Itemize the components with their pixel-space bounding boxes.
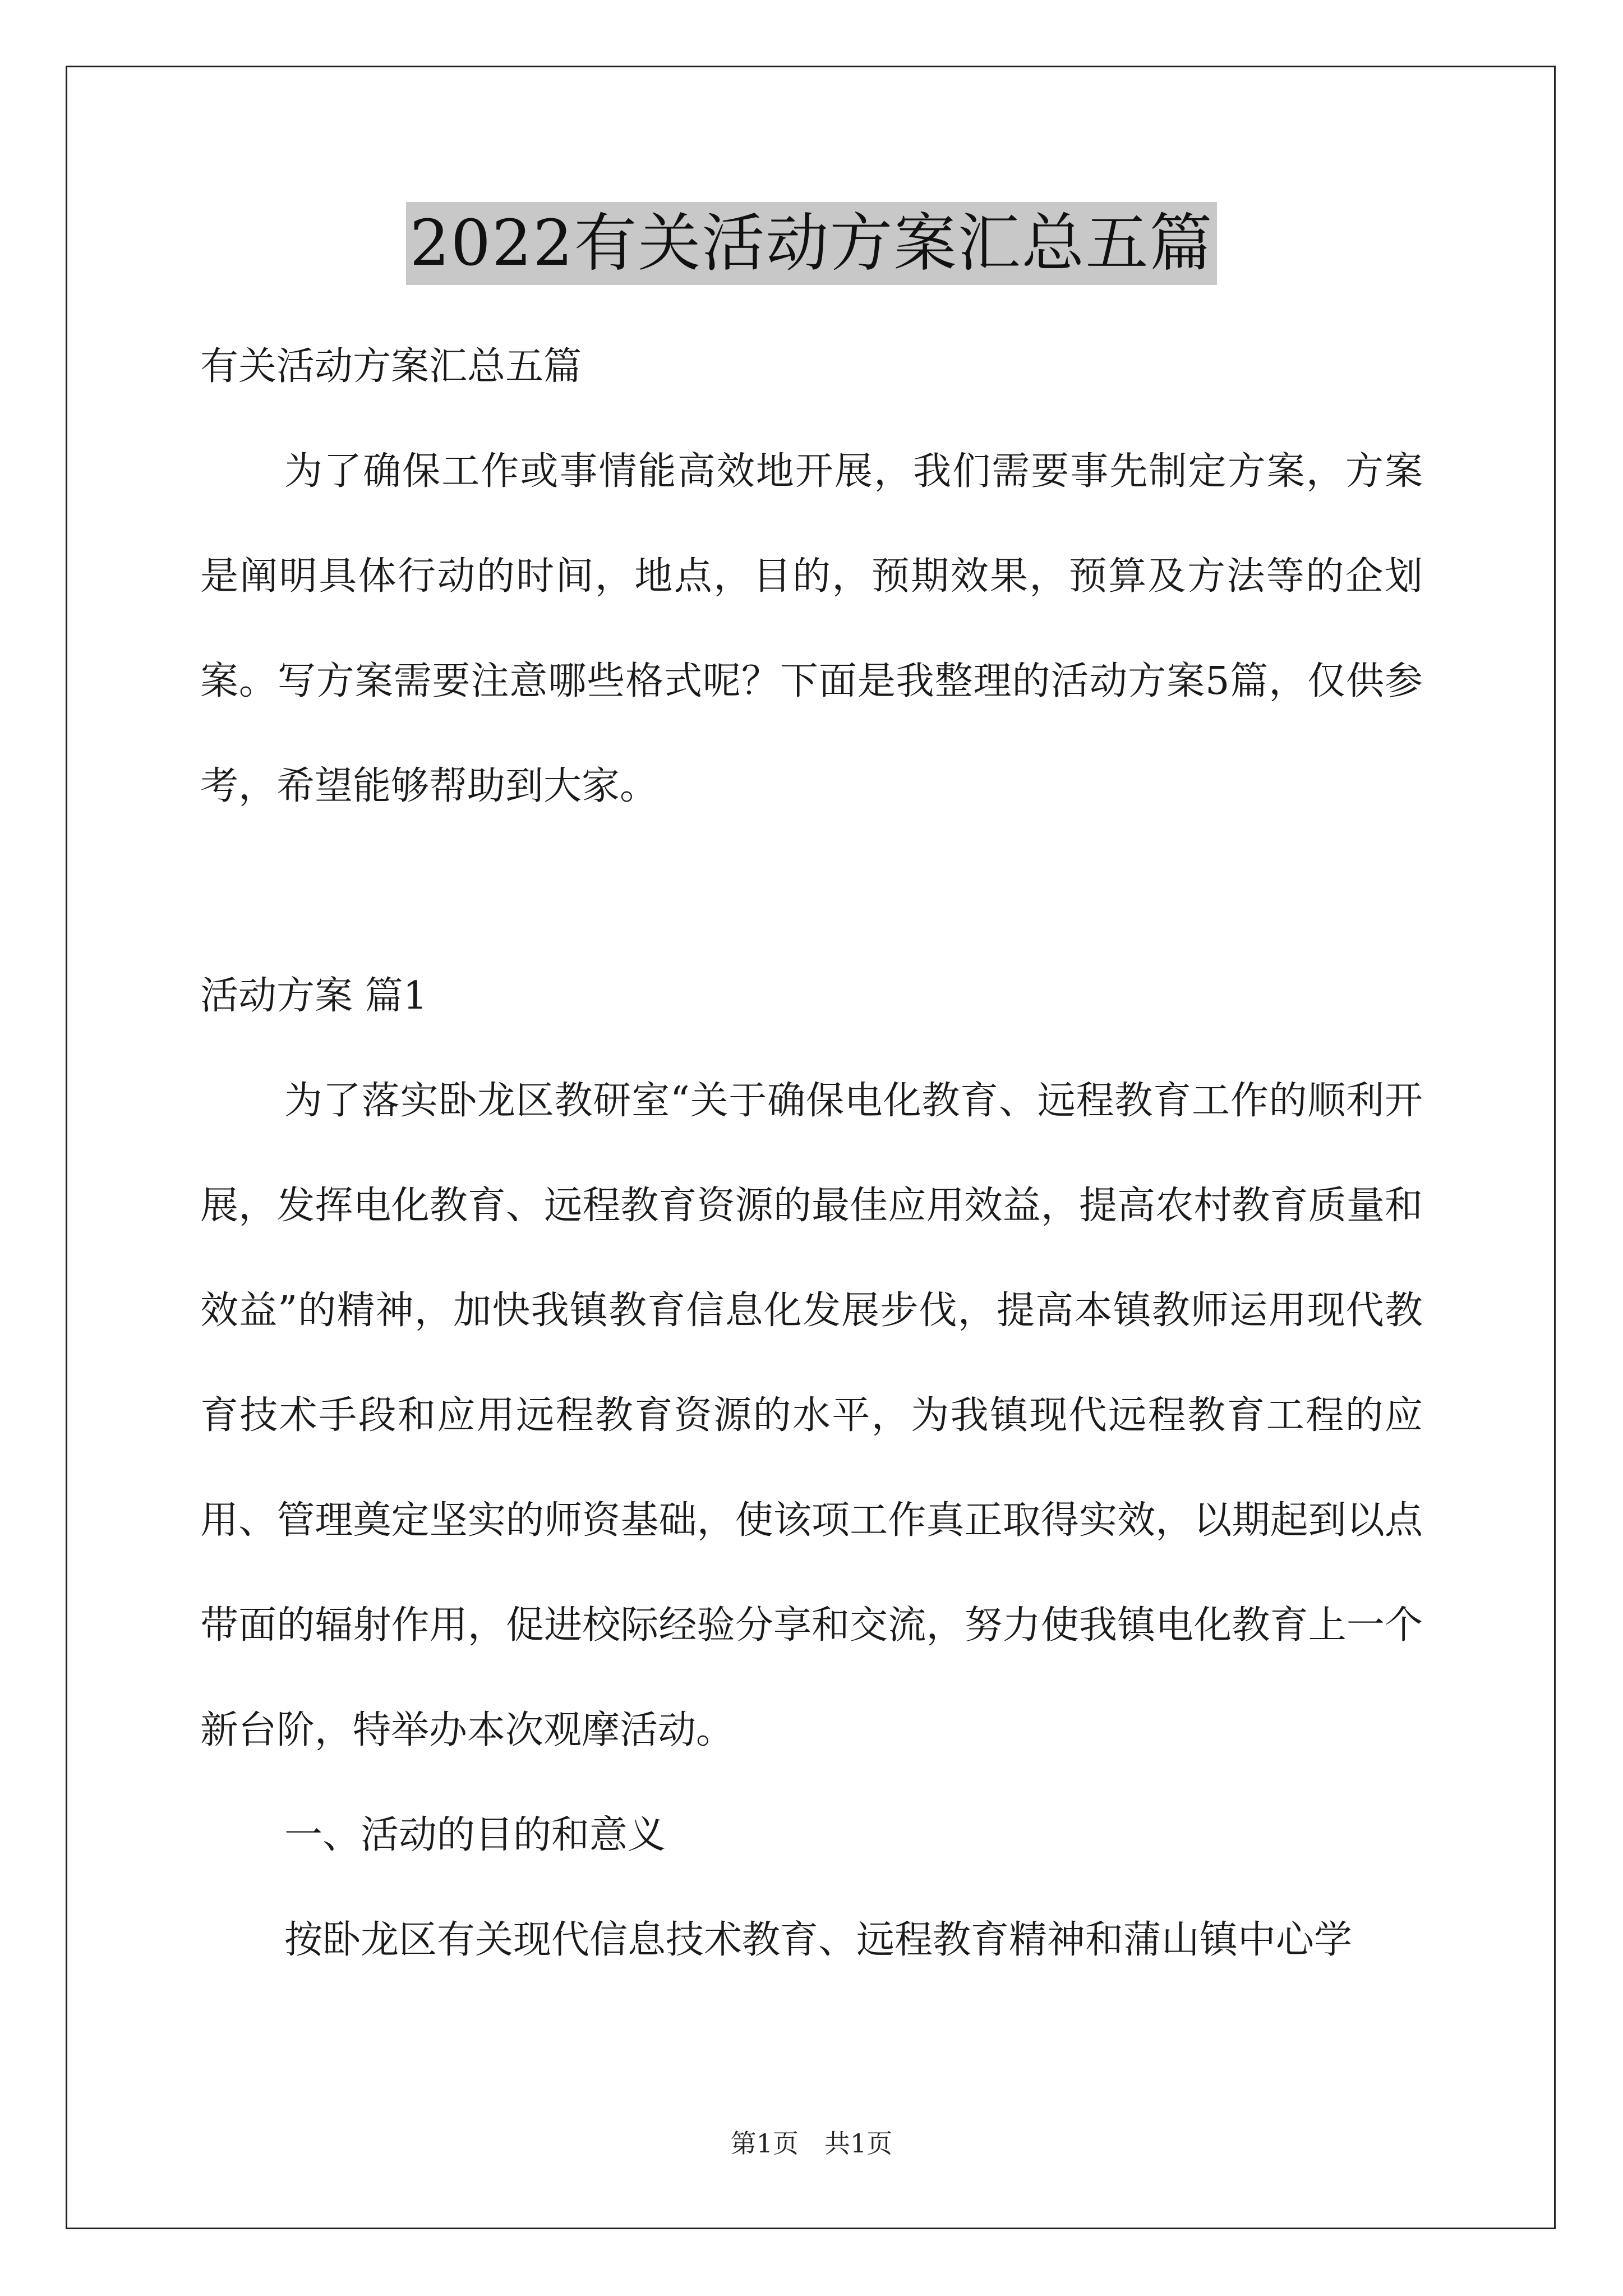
document-body <box>200 314 1423 1993</box>
document-subtitle: 有关活动方案汇总五篇 <box>200 344 582 389</box>
section-paragraph: 为了落实卧龙区教研室“关于确保电化教育、远程教育工作的顺利开展，发挥电化教育、远程教育资源的最佳应用效益，提高农村教育质量和效益”的精神，加快我镇教育信息化发展步伐，提高本镇教师运用现代教育技术手段和应用远程教育资源的水平，为我镇现代远程教育工程的应用、管理奠定坚实的师资基础，使该项工作真正取得实效，以期起到以点带面的辐射作用，促进校际经验分享和交流，努力使我镇电化教育上一个新台阶，特举办本次观摩活动。 <box>200 1079 1423 1752</box>
page-number: 第1页 共1页 <box>730 2128 893 2159</box>
document-title: 2022有关活动方案汇总五篇 <box>406 202 1216 285</box>
item-paragraph: 按卧龙区有关现代信息技术教育、远程教育精神和蒲山镇中心学 <box>284 1918 1353 1962</box>
intro-paragraph: 为了确保工作或事情能高效地开展，我们需要事先制定方案，方案是阐明具体行动的时间，地点，目的，预期效果，预算及方法等的企划案。写方案需要注意哪些格式呢？下面是我整理的活动方案5篇，仅供参考，希望能够帮助到大家。 <box>200 449 1423 808</box>
section-heading: 活动方案 篇1 <box>200 974 427 1018</box>
title-container <box>0 202 1623 285</box>
item-heading: 一、活动的目的和意义 <box>284 1813 666 1857</box>
